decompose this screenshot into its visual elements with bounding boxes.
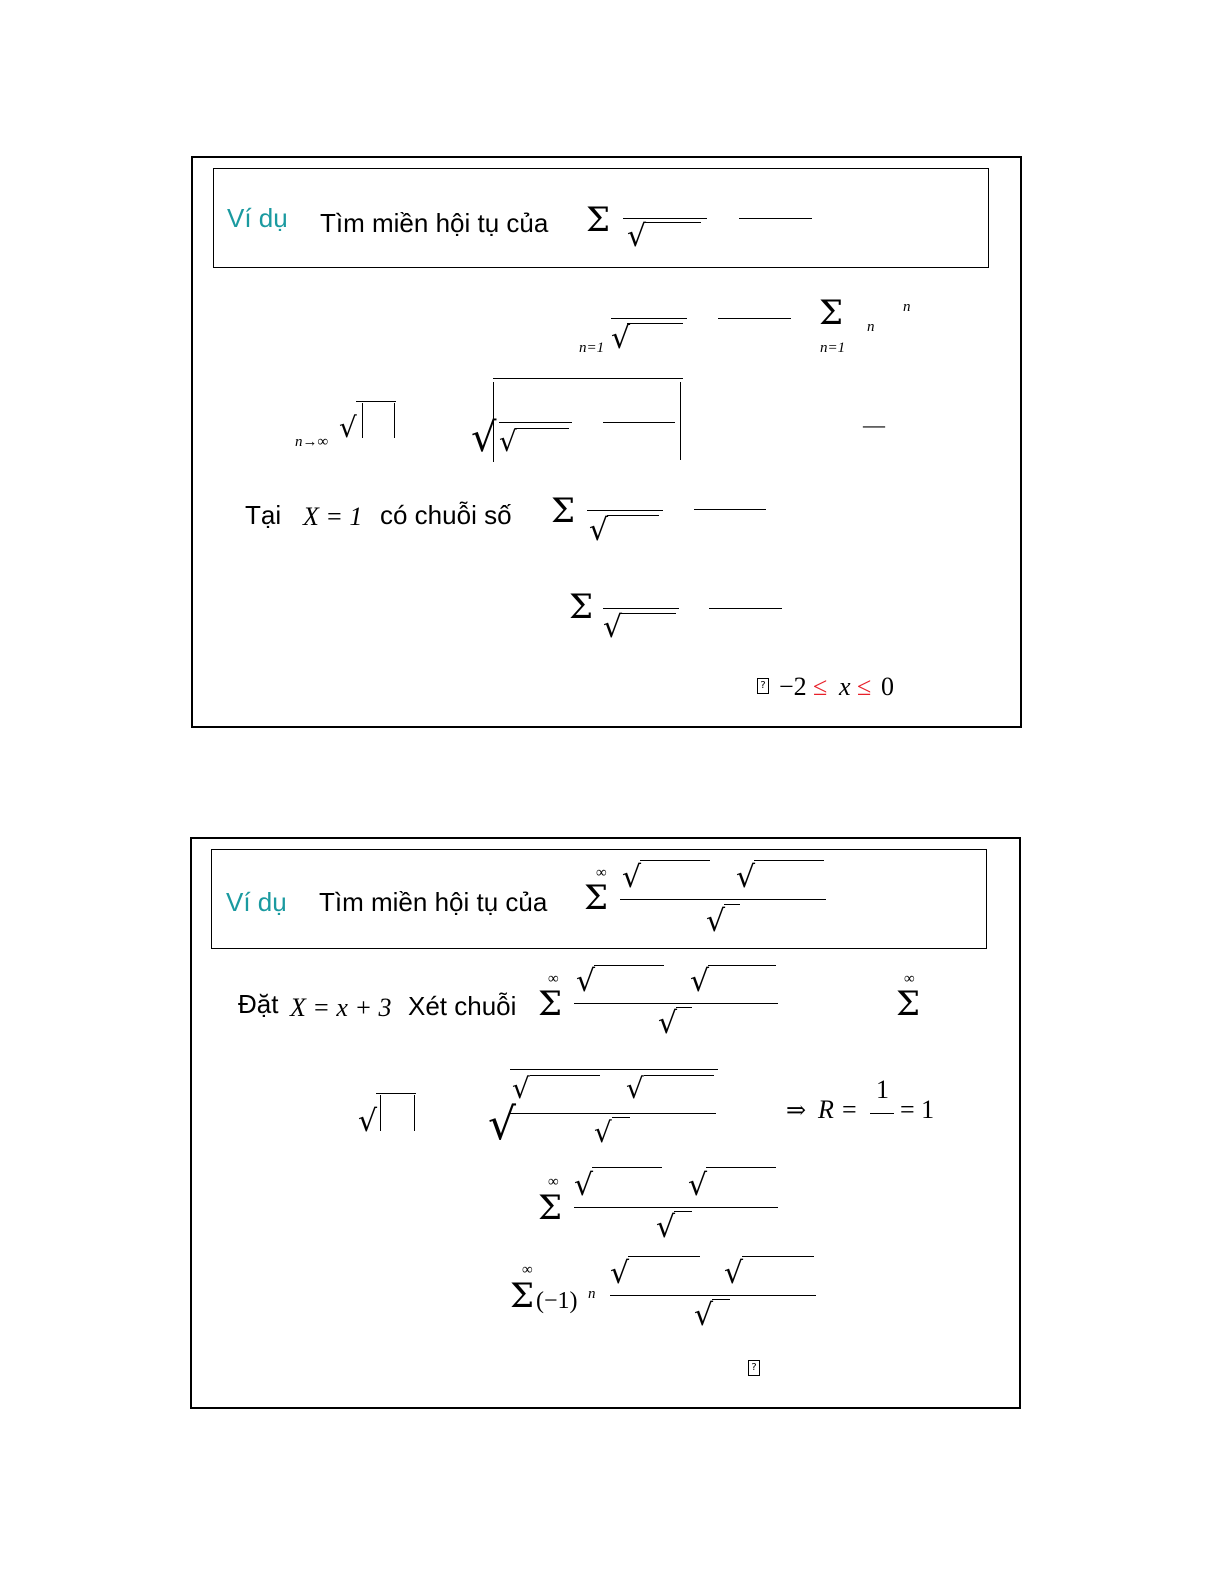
fraction-bar: [709, 608, 782, 609]
slide-1: [191, 156, 1022, 728]
sigma-icon: Σ: [538, 1188, 563, 1228]
sigma-icon: Σ: [896, 984, 921, 1024]
sqrt-icon: √: [694, 1298, 714, 1333]
radical-bar: [376, 1093, 416, 1094]
fraction-bar: [603, 608, 679, 609]
sqrt-icon: √: [499, 425, 517, 458]
sqrt-icon: √: [706, 904, 726, 939]
radical-bar: [676, 1007, 692, 1008]
implies-symbol: ⇒: [786, 1098, 807, 1124]
radical-bar: [742, 1256, 814, 1257]
dat-label: Đặt: [238, 989, 279, 1019]
sigma-icon: Σ: [584, 878, 609, 918]
fraction-bar: [610, 1295, 816, 1296]
slide-1-sigma: Σ: [586, 200, 611, 240]
fraction-bar: [620, 899, 826, 900]
sqrt-icon: √: [658, 1006, 678, 1041]
fraction-bar: [574, 1003, 778, 1004]
result-lhs: −2: [779, 672, 807, 701]
radical-bar: [708, 965, 776, 966]
sqrt-icon: √: [724, 1256, 744, 1291]
radical-bar: [706, 1167, 776, 1168]
abs-bar: [394, 403, 395, 438]
radical-bar: [510, 1069, 718, 1070]
sqrt-icon: √: [603, 610, 623, 645]
radical-bar: [754, 860, 824, 861]
sqrt-icon: √: [589, 513, 609, 548]
sqrt-icon: √: [611, 321, 631, 356]
missing-glyph-icon: ?: [748, 1360, 760, 1376]
radius-eq: =: [842, 1095, 857, 1124]
sigma-icon: Σ: [819, 293, 844, 333]
sqrt-icon: √: [488, 1099, 517, 1150]
result-le-1: ≤: [813, 672, 828, 701]
radical-bar: [674, 1211, 692, 1212]
radical-bar: [530, 1075, 600, 1076]
infinity-upper: ∞: [596, 865, 607, 881]
radical-bar: [645, 222, 701, 223]
sqrt-icon: √: [626, 1072, 644, 1105]
radius-R: R: [818, 1095, 834, 1124]
sigma-icon: Σ: [569, 587, 594, 627]
sum-lower-limit: n=1: [820, 340, 846, 356]
fraction-bar: [718, 318, 791, 319]
slide-2-label: Ví dụ: [226, 887, 287, 917]
abs-bar: [362, 403, 363, 438]
sqrt-icon: √: [358, 1104, 378, 1139]
sqrt-icon: √: [576, 964, 596, 999]
result-rhs: 0: [881, 672, 894, 701]
slide-2: [190, 837, 1021, 1409]
sqrt-icon: √: [610, 1256, 630, 1291]
slide-1-prompt: Tìm miền hội tụ của: [320, 208, 549, 238]
abs-bar: [380, 1095, 381, 1131]
radius-numerator: 1: [876, 1075, 889, 1104]
fraction-bar: [870, 1113, 894, 1114]
sqrt-icon: √: [512, 1072, 530, 1105]
radical-bar: [644, 1075, 714, 1076]
sigma-icon: Σ: [538, 984, 563, 1024]
sqrt-icon: √: [690, 964, 710, 999]
sqrt-icon: √: [622, 860, 642, 895]
infinity-upper: ∞: [548, 971, 559, 987]
fraction-bar: [611, 318, 687, 319]
eq-X-x-3: X = x + 3: [290, 993, 392, 1022]
radical-bar: [607, 515, 659, 516]
fraction-bar: [574, 1207, 778, 1208]
fraction-bar: [739, 218, 812, 219]
radical-bar: [493, 378, 683, 379]
abs-bar: [493, 382, 494, 462]
result-var: x: [839, 672, 851, 701]
sqrt-icon: √: [574, 1168, 594, 1203]
co-chuoi-so: có chuỗi số: [380, 500, 512, 530]
fraction-bar: [499, 422, 572, 423]
sigma-icon: Σ: [510, 1276, 535, 1316]
dash: —: [863, 412, 885, 437]
sqrt-icon: √: [736, 860, 756, 895]
radical-bar: [356, 401, 396, 402]
radical-bar: [594, 965, 664, 966]
fraction-bar: [603, 422, 675, 423]
infinity-upper: ∞: [522, 1262, 533, 1278]
radical-bar: [620, 613, 676, 614]
radical-bar: [612, 1117, 630, 1118]
radical-bar: [628, 1256, 700, 1257]
infinity-upper: ∞: [548, 1174, 559, 1190]
radical-bar: [724, 904, 740, 905]
abs-bar: [680, 382, 681, 460]
superscript-n: n: [903, 299, 911, 315]
fraction-bar: [587, 510, 663, 511]
sigma-icon: Σ: [551, 491, 576, 531]
infinity-upper: ∞: [904, 971, 915, 987]
radical-bar: [515, 428, 569, 429]
radical-bar: [627, 323, 683, 324]
limit-subscript: n→∞: [295, 434, 329, 450]
slide-2-prompt: Tìm miền hội tụ của: [319, 887, 548, 917]
xet-chuoi: Xét chuỗi: [408, 991, 517, 1021]
sqrt-icon: √: [471, 415, 497, 461]
missing-glyph-icon: ?: [757, 678, 769, 694]
radical-bar: [592, 1167, 662, 1168]
sum-lower-limit: n=1: [579, 340, 605, 356]
sqrt-icon: √: [627, 219, 647, 254]
sqrt-icon: √: [339, 411, 357, 444]
tai-label: Tại: [245, 500, 282, 530]
sqrt-icon: √: [688, 1168, 708, 1203]
radical-bar: [712, 1299, 730, 1300]
alternating-factor: (−1): [536, 1288, 578, 1314]
fraction-bar: [694, 509, 766, 510]
alternating-exponent: n: [588, 1286, 596, 1302]
eq-x-1: X = 1: [303, 502, 363, 531]
fraction-bar: [510, 1113, 716, 1114]
slide-1-label: Ví dụ: [227, 203, 288, 233]
sqrt-icon: √: [594, 1116, 612, 1149]
radius-result: = 1: [900, 1095, 935, 1124]
sqrt-icon: √: [656, 1210, 676, 1245]
result-le-2: ≤: [857, 672, 872, 701]
radical-bar: [640, 860, 710, 861]
abs-bar: [414, 1095, 415, 1131]
subscript-n: n: [867, 319, 875, 335]
